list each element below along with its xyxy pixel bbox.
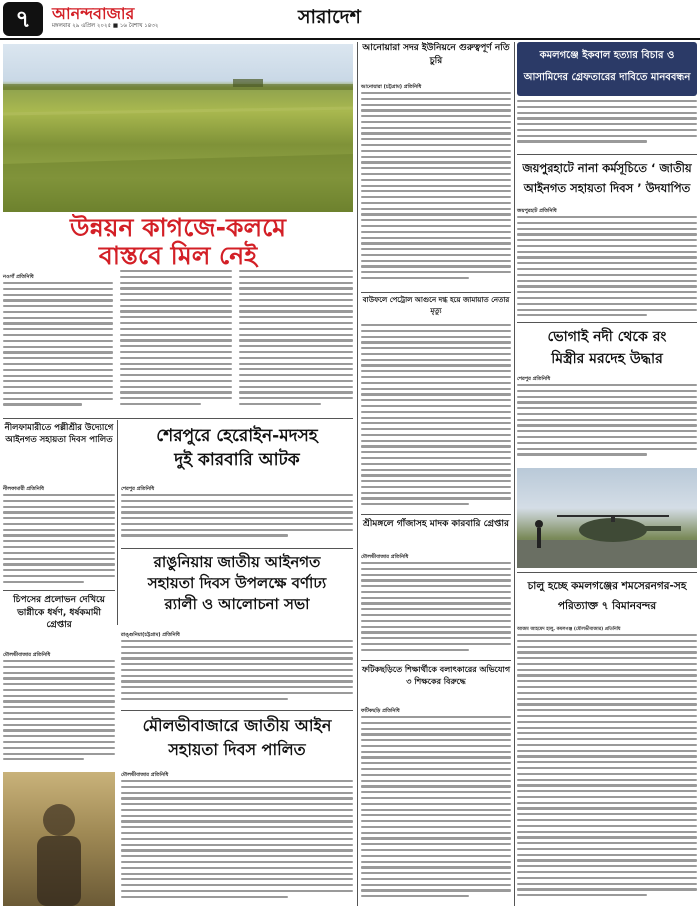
divider [121, 710, 353, 711]
anowara-headline: আনোয়ারা সদর ইউনিয়নে গুরুত্বপূর্ণ নতি চুরি [362, 43, 510, 66]
rangunia-text [121, 640, 353, 706]
joypurhat-headline [517, 158, 697, 204]
divider [117, 420, 118, 625]
joypurhat-byline: জয়পুরহাট প্রতিনিধি [517, 208, 557, 214]
moulvibazar-line1: মৌলভীবাজারে জাতীয় আইন [142, 716, 332, 735]
rangunia-line1: রাঙুনিয়ায় জাতীয় আইনগত [153, 553, 321, 571]
bhogai-line1: ভোগাই নদী থেকে রং [547, 329, 667, 345]
divider [514, 42, 515, 906]
nilphamari-headline: নীলফামারীতে পল্লীশ্রীর উদ্যোগে আইনগত সহায়তা দিবস পালিত [4, 423, 114, 445]
lead-text-col2 [120, 270, 232, 414]
rangunia-byline: রাঙ্গুনিয়া(চট্টগ্রাম) প্রতিনিধি [121, 632, 180, 638]
divider [361, 514, 511, 515]
anowara-text [361, 92, 511, 292]
airport-line1: চালু হচ্ছে কমলগঞ্জের শমসেরনগর-সহ [527, 580, 687, 592]
bhogai-text [517, 384, 697, 464]
nilphamari-byline: নীলফামারী প্রতিনিধি [3, 486, 44, 492]
sreemangal-byline: মৌলভীবাজার প্রতিনিধি [361, 554, 409, 560]
sreemangal-headline: শ্রীমঙ্গলে গাঁজাসহ মাদক কারবারি গ্রেপ্তার [362, 519, 509, 529]
kamalganj-line1: কমলগঞ্জে ইকবাল হত্যার বিচার ও [539, 50, 675, 61]
lead-photo [3, 44, 353, 212]
photo-illustration [3, 772, 115, 906]
kamalganj-line2: আসামিদের গ্রেফতারের দাবিতে মানববন্ধন [523, 72, 691, 83]
rangunia-line2: সহায়তা দিবস উপলক্ষে বর্ণাঢ্য [147, 574, 327, 592]
sherpur-heroin-headline [121, 424, 353, 482]
sherpur-heroin-text [121, 494, 353, 546]
masthead [0, 0, 700, 40]
lead-headline-line2: বাস্তবে মিল নেই [98, 241, 258, 270]
lead-text-col1 [3, 282, 113, 414]
lead-headline [3, 214, 353, 270]
rangunia-line3: র‌্যালী ও আলোচনা সভা [164, 595, 310, 613]
sherpur-heroin-byline: শেরপুর প্রতিনিধি [121, 486, 155, 492]
chips-story-photo [3, 772, 115, 906]
phatikchhari-byline: ফটিকছড়ি প্রতিনিধি [361, 708, 400, 714]
airport-text [517, 634, 697, 906]
bhogai-headline [517, 326, 697, 374]
paddy-field-illustration [3, 44, 353, 212]
page-number-badge [3, 2, 43, 36]
moulvibazar-text [121, 780, 353, 906]
chips-text [3, 660, 115, 768]
joypurhat-line1: জয়পুরহাটে নানা কর্মসূচিতে ‘ জাতীয় [522, 161, 692, 175]
rangunia-headline [121, 552, 353, 628]
chips-headline: চিপসের প্রলোভন দেখিয়ে ভাগ্নীকে ধর্ষণ, ধর্ষকমামী গ্রেপ্তার [13, 595, 105, 630]
nilphamari-text [3, 494, 115, 586]
sherpur-heroin-line2: দুই কারবারি আটক [174, 450, 300, 470]
divider [361, 660, 511, 661]
helicopter-illustration [517, 468, 697, 568]
page-number: ৭ [15, 5, 31, 33]
divider [121, 548, 353, 549]
divider [357, 42, 358, 906]
moulvibazar-headline [121, 714, 353, 768]
moulvibazar-line2: সহায়তা দিবস পালিত [168, 740, 306, 759]
bhogai-byline: শেরপুর প্রতিনিধি [517, 376, 551, 382]
joypurhat-text [517, 216, 697, 320]
section-title: সারাদেশ [298, 6, 361, 28]
date-line: মঙ্গলবার ২৯ এপ্রিল ২০২৫ ■ ১৬ বৈশাখ ১৪৩২ [52, 23, 159, 29]
anowara-byline: আনোয়ারা (চট্টগ্রাম) প্রতিনিধি [361, 84, 422, 90]
sreemangal-text [361, 562, 511, 658]
divider [361, 292, 511, 293]
divider [3, 590, 115, 591]
airport-photo [517, 468, 697, 568]
airport-byline: আজম আহমেদ হালু, কমলগঞ্জ (মৌলভীবাজার) প্রতিনিধি [517, 627, 621, 632]
lead-headline-line1: উন্নয়ন কাগজে-কলমে [69, 214, 287, 242]
kamalganj-text [517, 100, 697, 152]
divider [517, 154, 697, 155]
masthead-rule [0, 38, 700, 40]
kamalganj-headline [517, 42, 697, 96]
divider [517, 322, 697, 323]
airport-headline [517, 576, 697, 622]
lead-text-col3 [239, 270, 353, 414]
bhogai-line2: মিস্ত্রীর মরদেহ উদ্ধার [551, 351, 663, 367]
lead-byline: নওগাঁ প্রতিনিধি [3, 274, 34, 280]
brand-logo: আনন্দবাজার [52, 4, 135, 23]
sherpur-heroin-line1: শেরপুরে হেরোইন-মদসহ [156, 426, 318, 446]
phatikchhari-text [361, 716, 511, 906]
moulvibazar-byline: মৌলভীবাজার প্রতিনিধি [121, 772, 169, 778]
airport-line2: পরিত্যাক্ত ৭ বিমানবন্দর [557, 600, 657, 612]
chips-byline: মৌলভীবাজার প্রতিনিধি [3, 652, 51, 658]
divider [517, 572, 697, 573]
phatikchhari-headline: ফটিকছড়িতে শিক্ষার্থীকে বলাৎকারের অভিযোগ ৩ শিক্ষকের বিরুদ্ধে [361, 665, 511, 686]
divider [3, 418, 353, 419]
joypurhat-line2: আইনগত সহায়তা দিবস ’ উদযাপিত [523, 181, 691, 195]
baufal-text [361, 324, 511, 512]
baufal-headline: বাউফলে পেট্রোল আগুনে দগ্ধ হয়ে জামায়াত নেতার মৃত্যু [362, 296, 510, 315]
